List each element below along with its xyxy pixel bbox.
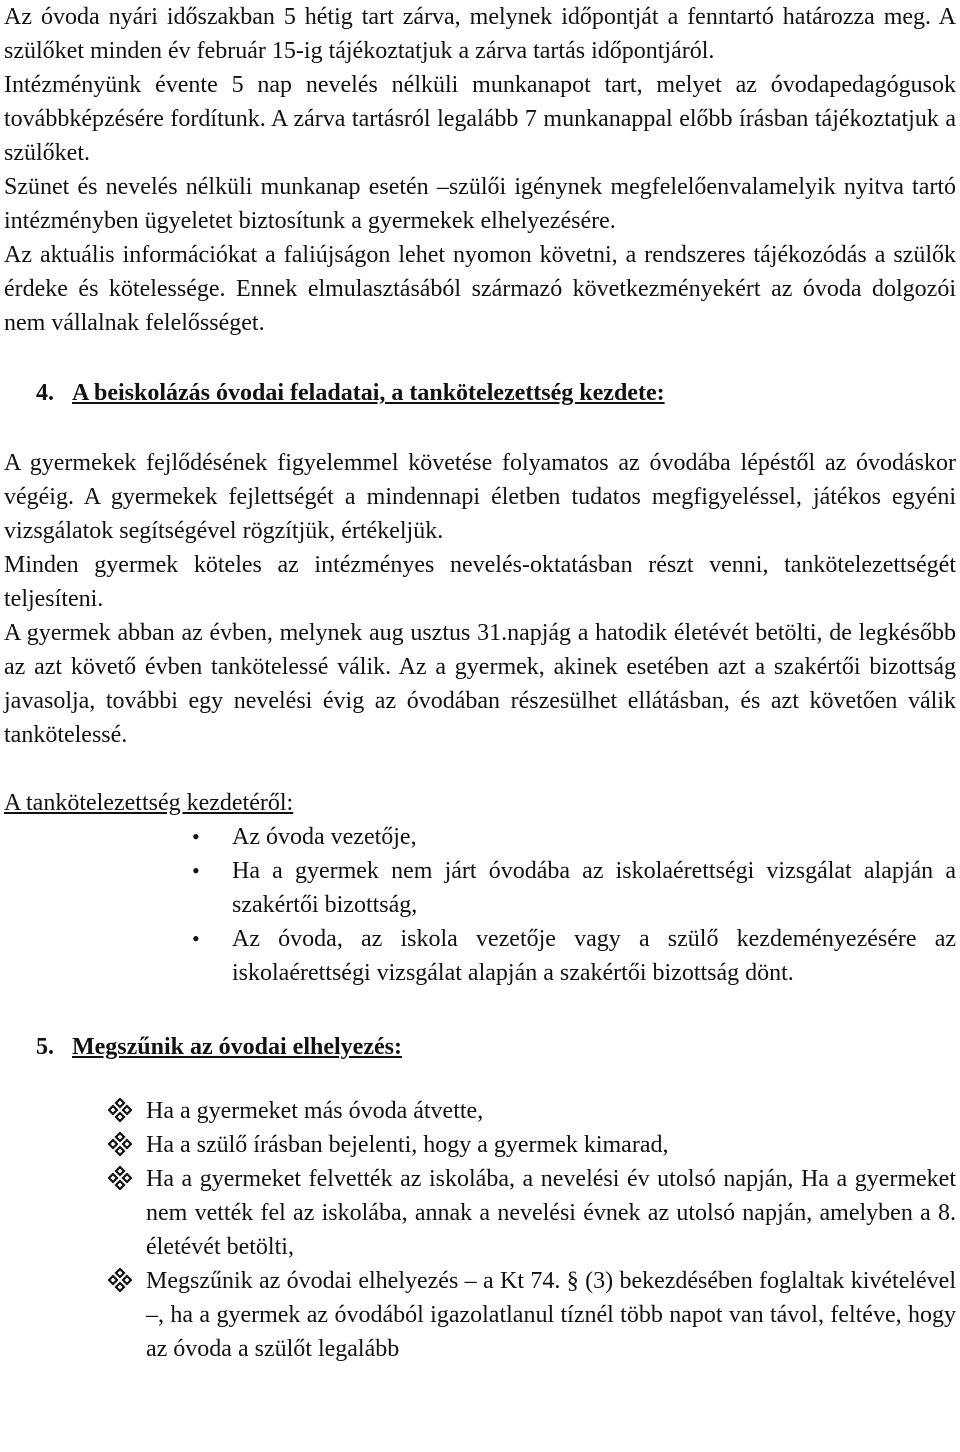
spacer bbox=[4, 1064, 956, 1094]
list-item: Ha a gyermeket más óvoda átvette, bbox=[4, 1094, 956, 1128]
spacer bbox=[4, 340, 956, 376]
school-start-subheading: A tankötelezettség kezdetéről: bbox=[4, 790, 294, 816]
list-item: Megszűnik az óvodai elhelyezés – a Kt 74. § (3) bekezdésében foglaltak kivételével –, ha a gyermek az óvodából igazolatlanul tíznél több napot van távol, feltéve, hogy az óvoda a szülőt legalább bbox=[4, 1264, 956, 1366]
section-5-number: 5. bbox=[36, 1034, 54, 1060]
intro-paragraph-closure: Az óvoda nyári időszakban 5 hétig tart zárva, melynek időpontját a fenntartó határozza meg. A szülőket minden év február 15-ig tájékoztatjuk a zárva tartás időpontjáról. bbox=[4, 4, 956, 64]
four-petal-diamond-icon bbox=[108, 1098, 132, 1122]
school-start-bullet-list bbox=[4, 820, 956, 990]
section-4-paragraph-development: A gyermekek fejlődésének figyelemmel követése folyamatos az óvodába lépéstől az óvodáskor végéig. A gyermekek fejlettségét a mindennapi életben tudatos megfigyeléssel, játékos egyéni vizsgálatok segítségével rögzítjük, értékeljük. bbox=[4, 450, 956, 544]
intro-paragraph-noticeboard: Az aktuális információkat a faliújságon lehet nyomon követni, a rendszeres tájékozódás a szülők érdeke és kötelessége. Ennek elmulasztásából származó következményekért az óvoda dolgozói nem vállalnak felelősséget. bbox=[4, 242, 956, 336]
intro-paragraph-training-days: Intézményünk évente 5 nap nevelés nélküli munkanapot tart, melyet az óvodapedagógusok továbbképzésére fordítunk. A zárva tartásról legalább 7 munkanappal előbb írásban tájékoztatjuk a szülőket. bbox=[4, 72, 956, 166]
four-petal-diamond-icon bbox=[108, 1166, 132, 1190]
list-item: • Az óvoda, az iskola vezetője vagy a szülő kezdeményezésére az iskolaérettségi vizsgálat alapján a szakértői bizottság dönt. bbox=[4, 922, 956, 990]
list-item: • Az óvoda vezetője, bbox=[4, 820, 956, 854]
section-4-title: A beiskolázás óvodai feladatai, a tankötelezettség kezdete: bbox=[72, 380, 665, 406]
termination-list bbox=[4, 1094, 956, 1366]
list-item: Ha a gyermeket felvették az iskolába, a nevelési év utolsó napján, Ha a gyermeket nem vették fel az iskolába, annak a nevelési évnek az utolsó napján, amelyben a 8. életévét betölti, bbox=[4, 1162, 956, 1264]
spacer bbox=[4, 410, 956, 446]
section-5-heading bbox=[4, 1030, 956, 1064]
section-5-title: Megszűnik az óvodai elhelyezés: bbox=[72, 1034, 402, 1060]
four-petal-diamond-icon bbox=[108, 1268, 132, 1292]
spacer bbox=[4, 752, 956, 786]
section-4-paragraph-age: A gyermek abban az évben, melynek aug usztus 31.napjág a hatodik életévét betölti, de legkésőbb az azt követő évben tankötelessé válik. Az a gyermek, akinek esetében azt a szakértői bizottság javasolja, további egy nevelési évig az óvodában részesülhet ellátásban, és azt követően válik tankötelessé. bbox=[4, 620, 956, 748]
spacer bbox=[4, 990, 956, 1030]
bullet-dot-icon: • bbox=[192, 926, 200, 951]
list-item: • Ha a gyermek nem járt óvodába az iskolaérettségi vizsgálat alapján a szakértői bizottság, bbox=[4, 854, 956, 922]
four-petal-diamond-icon bbox=[108, 1132, 132, 1156]
bullet-dot-icon: • bbox=[192, 824, 200, 849]
document-page bbox=[4, 0, 956, 1366]
bullet-dot-icon: • bbox=[192, 858, 200, 883]
section-4-number: 4. bbox=[36, 380, 54, 406]
intro-paragraph-duty: Szünet és nevelés nélküli munkanap esetén –szülői igénynek megfelelőenvalamelyik nyitva tartó intézményben ügyeletet biztosítunk a gyermekek elhelyezésére. bbox=[4, 174, 956, 234]
section-4-paragraph-obligation: Minden gyermek köteles az intézményes nevelés-oktatásban részt venni, tankötelezettségét teljesíteni. bbox=[4, 552, 956, 612]
section-4-heading bbox=[4, 376, 956, 410]
list-item: Ha a szülő írásban bejelenti, hogy a gyermek kimarad, bbox=[4, 1128, 956, 1162]
